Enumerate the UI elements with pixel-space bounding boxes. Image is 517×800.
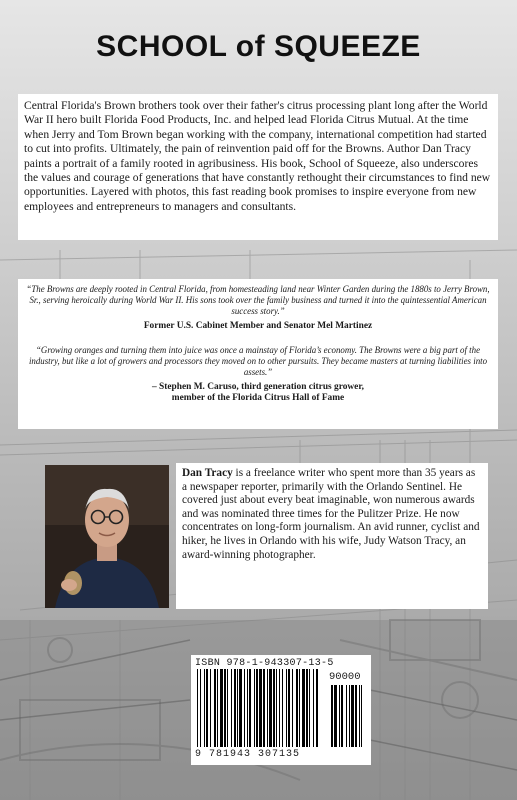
author-bio <box>182 467 482 562</box>
author-photo <box>45 465 169 608</box>
ean-digits: 9 781943 307135 <box>195 749 301 760</box>
book-title: SCHOOL of SQUEEZE <box>96 30 421 63</box>
author-name: Dan Tracy <box>182 467 233 479</box>
isbn-label: ISBN 978-1-943307-13-5 <box>195 658 334 669</box>
endorsement-attribution-2 <box>26 382 490 405</box>
endorsements-panel <box>18 279 498 429</box>
endorsement-attribution-2-line2: member of the Florida Citrus Hall of Fame <box>171 393 345 403</box>
author-bio-text: is a freelance writer who spent more than 35 years as a newspaper reporter, primarily with the Orlando Sentinel. He covered just about every beat imaginable, won numerous awards and was nominated three times for the Pulitzer Prize. He now concentrates on long-form journalism. An avid runner, cyclist and hiker, he lives in Orlando with his wife, Judy Watson Tracy, an award-winning photographer. <box>182 467 480 561</box>
book-description: Central Florida's Brown brothers took over their father's citrus processing plant long after the World War II hero built Florida Food Products, Inc. and helped lead Florida Citrus Mutual. At the time when Jerry and Tom Brown began working with the company, international competition had started to cut into profits. Ultimately, the pain of reinvention paid off for the Browns. Author Dan Tracy paints a portrait of a family rooted in agribusiness. His book, School of Squeeze, also underscores the values and courage of generations that have constantly rethought their circumstances to find new opportunities. Layered with photos, this fast reading book promises to inspire everyone from new employees and entrepreneurs to managers and consultants. <box>24 99 491 213</box>
barcode-bars <box>195 669 367 749</box>
endorsement-attribution-1: Former U.S. Cabinet Member and Senator Mel Martinez <box>143 321 373 331</box>
endorsement-quote-1: “The Browns are deeply rooted in Central Florida, from homesteading land near Winter Garden during the 1880s to Jerry Brown, Sr., serving heroically during World War II. His sons took over the family business and turned it into the quintessential American success story.” <box>26 284 490 316</box>
endorsement-quote-2: “Growing oranges and turning them into juice was once a mainstay of Florida’s economy. The Browns were a big part of the industry, but like a lot of growers and processors they moved on to other pursuits. They became masters at turning liabilities into assets.” <box>28 344 488 377</box>
endorsement-attribution-2-line1: – Stephen M. Caruso, third generation citrus grower, <box>152 381 364 392</box>
price-code: 90000 <box>329 671 361 683</box>
isbn-barcode <box>191 655 371 765</box>
description-panel <box>18 94 498 240</box>
author-bio-panel <box>176 463 488 609</box>
